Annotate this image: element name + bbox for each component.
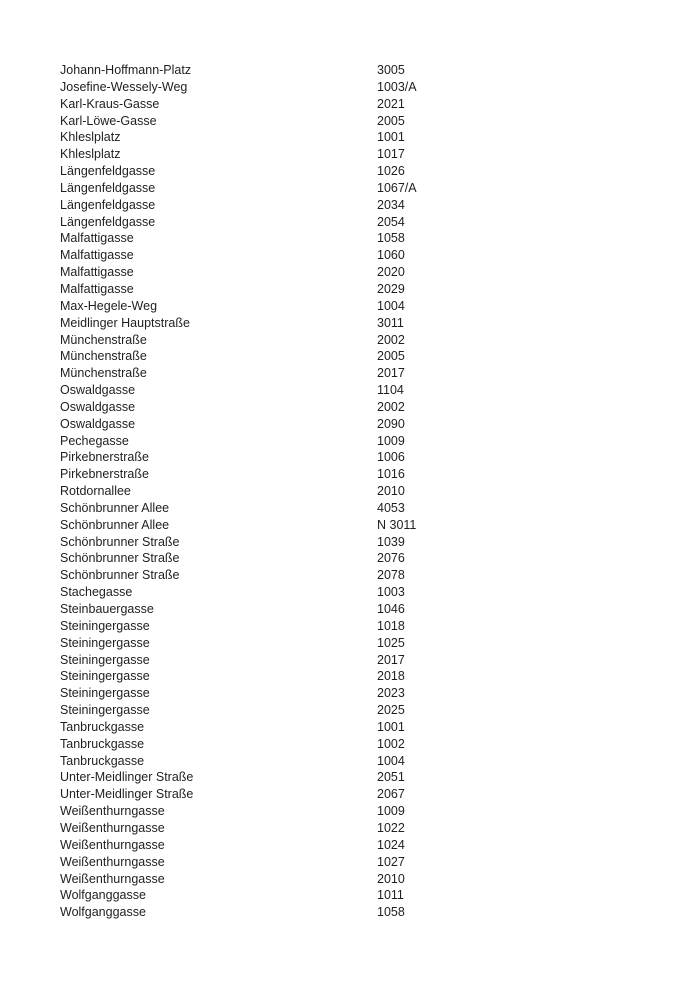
street-code: 1011: [377, 888, 404, 903]
street-name: Steiningergasse: [60, 652, 150, 667]
street-name: Max-Hegele-Weg: [60, 298, 158, 313]
street-name: Steiningergasse: [60, 686, 150, 701]
street-code: 1001: [377, 719, 405, 734]
street-name: Weißenthurngasse: [60, 871, 165, 886]
street-name: Münchenstraße: [60, 349, 147, 364]
street-name: Pirkebnerstraße: [60, 467, 149, 482]
street-name: Wolfganggasse: [60, 888, 146, 903]
table-row: [60, 786, 660, 803]
table-row: [60, 887, 660, 904]
street-name: Münchenstraße: [60, 366, 147, 381]
table-row: [60, 348, 660, 365]
street-name: Steiningergasse: [60, 669, 150, 684]
table-row: [60, 180, 660, 197]
street-name: Längenfeldgasse: [60, 180, 156, 195]
street-code: 2067: [377, 787, 405, 802]
street-code: 1060: [377, 248, 405, 263]
street-name: Unter-Meidlinger Straße: [60, 770, 194, 785]
street-name: Malfattigasse: [60, 281, 134, 296]
street-code: 1003/A: [377, 79, 417, 94]
street-name: Steiningergasse: [60, 618, 150, 633]
street-code: 1104: [377, 383, 404, 398]
street-name: Pirkebnerstraße: [60, 450, 149, 465]
street-name: Karl-Löwe-Gasse: [60, 113, 157, 128]
street-name: Oswaldgasse: [60, 383, 136, 398]
table-row: [60, 230, 660, 247]
street-code: 1046: [377, 602, 405, 616]
table-row: [60, 298, 660, 315]
street-name: Längenfeldgasse: [60, 197, 156, 212]
street-name: Oswaldgasse: [60, 416, 136, 431]
street-code: 1004: [377, 753, 405, 768]
table-row: [60, 820, 660, 837]
street-name: Tanbruckgasse: [60, 719, 145, 734]
table-row: [60, 332, 660, 349]
street-code: 2023: [377, 686, 405, 701]
street-code: 2029: [377, 281, 405, 296]
street-name: Weißenthurngasse: [60, 804, 165, 819]
street-name: Schönbrunner Straße: [60, 568, 180, 583]
street-code: 1004: [377, 298, 405, 313]
table-row: [60, 197, 660, 214]
street-code: 1022: [377, 820, 405, 835]
street-name: Khleslplatz: [60, 147, 121, 162]
street-name: Rotdornallee: [60, 484, 131, 499]
street-name: Weißenthurngasse: [60, 837, 165, 852]
street-name: Unter-Meidlinger Straße: [60, 787, 194, 802]
street-name: Johann-Hoffmann-Platz: [60, 63, 192, 77]
table-row: [60, 601, 660, 618]
street-name: Steinbauergasse: [60, 602, 154, 616]
street-register-list: [60, 62, 660, 921]
table-row: [60, 62, 660, 79]
table-row: [60, 584, 660, 601]
table-row: [60, 96, 660, 113]
street-code: 2034: [377, 197, 405, 212]
table-row: [60, 837, 660, 854]
table-row: [60, 365, 660, 382]
street-code: 2051: [377, 770, 405, 785]
table-row: [60, 264, 660, 281]
street-code: 1016: [377, 467, 405, 482]
table-row: [60, 433, 660, 450]
street-code: 2025: [377, 703, 405, 718]
table-row: [60, 416, 660, 433]
street-code: 1025: [377, 635, 405, 650]
table-row: [60, 719, 660, 736]
table-row: [60, 146, 660, 163]
table-row: [60, 79, 660, 96]
street-code: 2017: [377, 366, 405, 381]
street-code: 2076: [377, 551, 405, 566]
street-code: 1027: [377, 854, 405, 869]
street-code: 1001: [377, 130, 405, 145]
street-name: Weißenthurngasse: [60, 854, 165, 869]
table-row: [60, 315, 660, 332]
table-row: [60, 618, 660, 635]
street-code: 1002: [377, 736, 405, 751]
street-name: Tanbruckgasse: [60, 753, 145, 768]
street-code: 2002: [377, 332, 405, 347]
street-code: 2018: [377, 669, 405, 684]
table-row: [60, 550, 660, 567]
street-name: Malfattigasse: [60, 248, 134, 263]
table-row: [60, 517, 660, 534]
table-row: [60, 702, 660, 719]
street-code: 3011: [377, 315, 404, 330]
street-code: 1017: [377, 147, 405, 162]
table-row: [60, 500, 660, 517]
street-code: 3005: [377, 63, 405, 77]
table-row: [60, 871, 660, 888]
table-row: [60, 129, 660, 146]
street-name: Steiningergasse: [60, 703, 150, 718]
street-code: 1003: [377, 585, 405, 600]
table-row: [60, 163, 660, 180]
street-name: Malfattigasse: [60, 265, 134, 280]
street-code: 2020: [377, 265, 405, 280]
street-code: N 3011: [377, 517, 417, 532]
street-code: 2010: [377, 484, 405, 499]
table-row: [60, 753, 660, 770]
street-code: 1058: [377, 231, 405, 246]
street-code: 1018: [377, 618, 405, 633]
table-row: [60, 281, 660, 298]
street-name: Schönbrunner Allee: [60, 517, 170, 532]
table-row: [60, 466, 660, 483]
street-name: Josefine-Wessely-Weg: [60, 79, 188, 94]
street-code: 1009: [377, 433, 405, 448]
street-code: 1058: [377, 905, 405, 920]
street-code: 1009: [377, 804, 405, 819]
street-name: Längenfeldgasse: [60, 214, 156, 229]
street-code: 1006: [377, 450, 405, 465]
street-code: 1024: [377, 837, 405, 852]
street-code: 2005: [377, 349, 405, 364]
street-code: 2010: [377, 871, 405, 886]
street-code: 2017: [377, 652, 405, 667]
street-name: Wolfganggasse: [60, 905, 146, 920]
street-name: Meidlinger Hauptstraße: [60, 315, 190, 330]
street-name: Münchenstraße: [60, 332, 147, 347]
street-code: 2090: [377, 416, 405, 431]
table-row: [60, 904, 660, 921]
table-row: [60, 668, 660, 685]
table-row: [60, 399, 660, 416]
street-code: 2002: [377, 399, 405, 414]
street-code: 2005: [377, 113, 405, 128]
table-row: [60, 803, 660, 820]
street-name: Stachegasse: [60, 585, 133, 600]
table-row: [60, 113, 660, 130]
table-row: [60, 652, 660, 669]
table-row: [60, 214, 660, 231]
street-name: Längenfeldgasse: [60, 164, 156, 179]
street-name: Malfattigasse: [60, 231, 134, 246]
street-name: Steiningergasse: [60, 635, 150, 650]
table-row: [60, 769, 660, 786]
street-code: 2021: [377, 96, 405, 111]
street-code: 1039: [377, 534, 405, 549]
table-row: [60, 567, 660, 584]
table-row: [60, 685, 660, 702]
table-row: [60, 247, 660, 264]
street-name: Khleslplatz: [60, 130, 121, 145]
street-name: Weißenthurngasse: [60, 820, 165, 835]
table-row: [60, 449, 660, 466]
street-name: Oswaldgasse: [60, 399, 136, 414]
street-name: Schönbrunner Straße: [60, 551, 180, 566]
table-row: [60, 736, 660, 753]
table-row: [60, 635, 660, 652]
table-row: [60, 483, 660, 500]
street-code: 1067/A: [377, 180, 417, 195]
street-code: 2078: [377, 568, 405, 583]
street-name: Pechegasse: [60, 433, 129, 448]
street-name: Tanbruckgasse: [60, 736, 145, 751]
street-name: Schönbrunner Allee: [60, 500, 170, 515]
table-row: [60, 854, 660, 871]
table-row: [60, 534, 660, 551]
street-code: 1026: [377, 164, 405, 179]
street-code: 2054: [377, 214, 405, 229]
street-name: Schönbrunner Straße: [60, 534, 180, 549]
table-row: [60, 382, 660, 399]
street-code: 4053: [377, 500, 405, 515]
street-name: Karl-Kraus-Gasse: [60, 96, 160, 111]
